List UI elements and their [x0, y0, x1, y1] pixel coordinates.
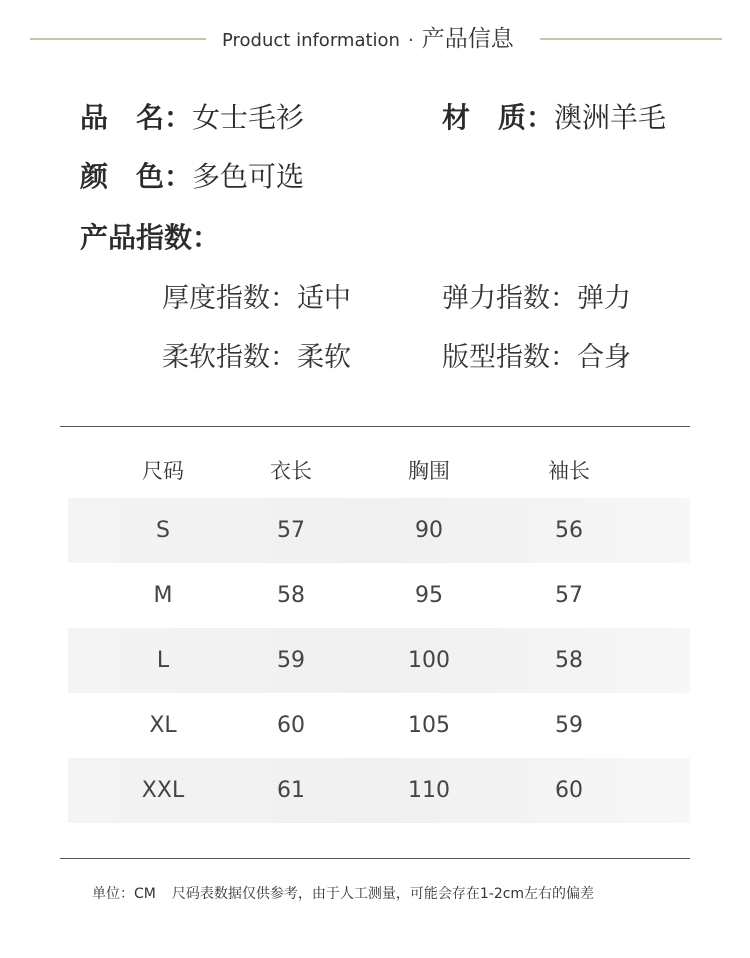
color-row: [80, 157, 304, 197]
cell-size: M: [153, 583, 173, 608]
softness-index: 柔软指数：柔软: [162, 342, 351, 373]
thickness-index: 厚度指数：适中: [162, 283, 351, 314]
cell-length: 61: [277, 778, 305, 803]
header-sleeve: 袖长: [548, 459, 590, 483]
table-bottom-divider: [60, 858, 690, 859]
product-name-label: 品 名：: [80, 101, 193, 134]
cell-sleeve: 60: [555, 778, 583, 803]
index-title-row: [80, 218, 220, 258]
index-title: 产品指数：: [80, 221, 221, 254]
section-header: [0, 22, 750, 62]
cell-size: S: [156, 518, 170, 543]
product-name-row: [80, 98, 304, 138]
color-label: 颜 色：: [80, 160, 193, 193]
material-row: [442, 98, 666, 138]
cell-chest: 95: [415, 583, 443, 608]
product-name-value: 女士毛衫: [192, 101, 305, 134]
cell-chest: 110: [408, 778, 450, 803]
header-size: 尺码: [142, 459, 184, 483]
cell-length: 60: [277, 713, 305, 738]
material-value: 澳洲羊毛: [554, 101, 667, 134]
cell-chest: 100: [408, 648, 450, 673]
size-table: [68, 442, 690, 823]
elasticity-index: 弹力指数：弹力: [442, 283, 631, 314]
cell-chest: 90: [415, 518, 443, 543]
header-chest: 胸围: [408, 459, 450, 483]
cell-sleeve: 57: [555, 583, 583, 608]
size-footnote: [92, 882, 594, 906]
cell-length: 59: [277, 648, 305, 673]
section-title: [222, 22, 532, 56]
header-divider-right: [540, 38, 722, 40]
color-value: 多色可选: [192, 160, 305, 193]
section-title-en: Product information: [222, 30, 400, 51]
material-label: 材 质：: [442, 101, 555, 134]
disclaimer-note: 尺码表数据仅供参考，由于人工测量，可能会存在1-2cm左右的偏差: [171, 886, 595, 902]
cell-length: 58: [277, 583, 305, 608]
cell-size: XXL: [141, 778, 185, 803]
header-length: 衣长: [270, 459, 312, 483]
cell-sleeve: 59: [555, 713, 583, 738]
cell-sleeve: 56: [555, 518, 583, 543]
table-row: [68, 693, 690, 758]
cell-chest: 105: [408, 713, 450, 738]
cell-sleeve: 58: [555, 648, 583, 673]
unit-note: 单位：CM: [92, 886, 156, 902]
table-row: [68, 628, 690, 693]
cell-size: L: [156, 648, 170, 673]
table-top-divider: [60, 426, 690, 427]
table-row: [68, 758, 690, 823]
table-header-row: [68, 442, 690, 498]
table-row: [68, 563, 690, 628]
section-title-zh: 产品信息: [421, 26, 514, 52]
cell-length: 57: [277, 518, 305, 543]
fit-index: 版型指数：合身: [442, 342, 631, 373]
table-row: [68, 498, 690, 563]
header-divider-left: [30, 38, 206, 40]
cell-size: XL: [149, 713, 177, 738]
title-separator: ·: [407, 30, 414, 51]
